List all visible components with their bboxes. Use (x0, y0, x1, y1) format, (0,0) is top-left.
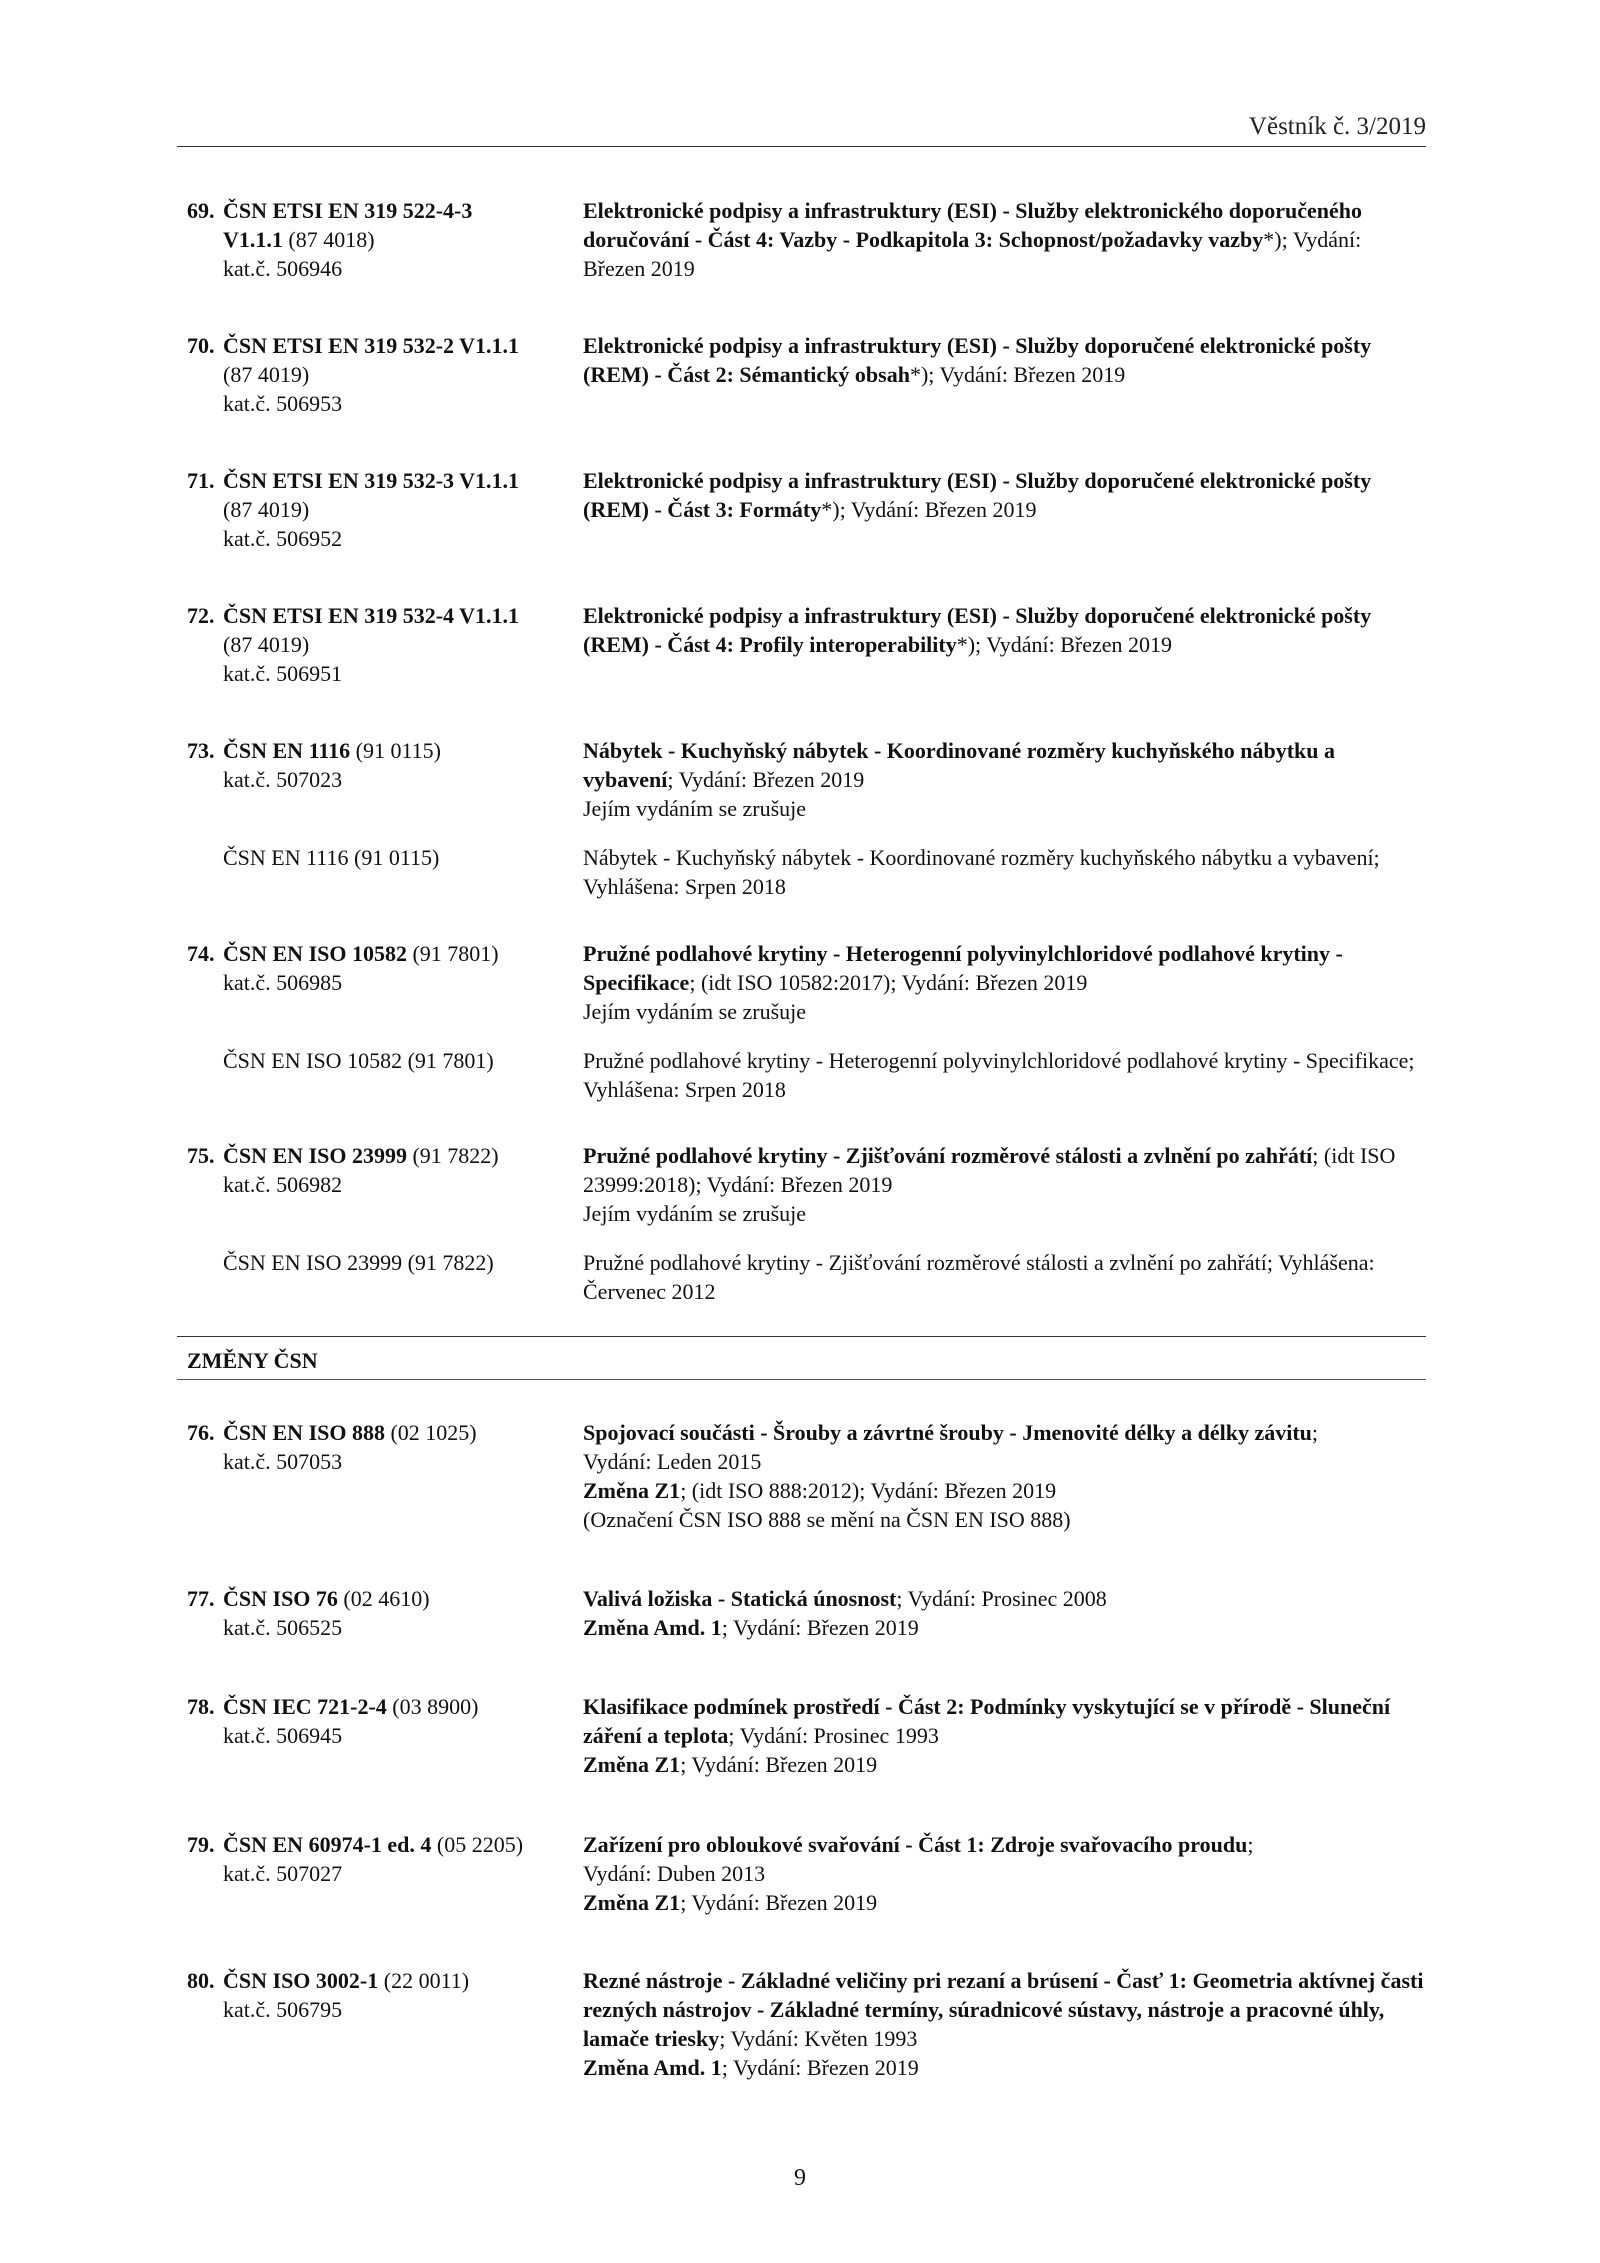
catalog-number: kat.č. 506525 (223, 1615, 343, 1640)
entry-number: 80. (187, 1968, 215, 1993)
entry-number: 73. (187, 738, 215, 763)
change-76 (187, 1418, 1426, 1534)
issue-date: Vydání: Duben 2013 (583, 1861, 766, 1886)
classification-code: (87 4019) (223, 497, 310, 522)
issue-info: ; (idt ISO 10582:2017); Vydání: Březen 2019 (689, 970, 1088, 995)
standard-code: ČSN EN 1116 (223, 738, 351, 763)
entry-number: 75. (187, 1143, 215, 1168)
standard-code: ČSN EN ISO 23999 (223, 1143, 407, 1168)
standard-title: Pružné podlahové krytiny - Heterogenní polyvinylchloridové podlahové krytiny - Specifikace (583, 941, 1343, 995)
catalog-number: kat.č. 506945 (223, 1723, 343, 1748)
classification-code: (03 8900) (392, 1694, 479, 1719)
standard-code: ČSN ETSI EN 319 532-3 V1.1.1 (223, 468, 520, 493)
issue-info: ; (idt ISO 23999:2018); Vydání: Březen 2019 (583, 1143, 1396, 1197)
issue-info: ; Vydání: Březen 2019 (667, 767, 865, 792)
standard-code: ČSN EN ISO 10582 (223, 941, 407, 966)
issue-info: ; Vydání: Květen 1993 (719, 2026, 918, 2051)
classification-code: (02 4610) (343, 1586, 430, 1611)
entry-number: 79. (187, 1832, 215, 1857)
standard-title: Elektronické podpisy a infrastruktury (ESI) - Služby doporučené elektronické pošty (REM) - Část 3: Formáty (583, 468, 1372, 522)
standard-title: Pružné podlahové krytiny - Zjišťování rozměrové stálosti a zvlnění po zahřátí (583, 1143, 1313, 1168)
entry-number: 76. (187, 1420, 215, 1445)
standard-code: ČSN EN ISO 888 (223, 1420, 385, 1445)
cancellation-note: Jejím vydáním se zrušuje (583, 1201, 807, 1226)
standard-code: ČSN ETSI EN 319 522-4-3 (223, 198, 473, 223)
catalog-number: kat.č. 507053 (223, 1449, 343, 1474)
standard-title: Elektronické podpisy a infrastruktury (ESI) - Služby elektronického doporučeného doručování - Část 4: Vazby - Podkapitola 3: Schopnost/požadavky vazby (583, 198, 1363, 252)
issue-info: ; (1247, 1832, 1254, 1857)
issue-date: Vydání: Leden 2015 (583, 1449, 762, 1474)
catalog-number: kat.č. 506795 (223, 1997, 343, 2022)
standard-code: ČSN ISO 76 (223, 1586, 338, 1611)
change-label: Změna Z1 (583, 1478, 681, 1503)
standard-code: ČSN ISO 3002-1 (223, 1968, 379, 1993)
change-label: Změna Z1 (583, 1890, 681, 1915)
section-rule-top (177, 1336, 1426, 1337)
entry-number: 72. (187, 603, 215, 628)
cancellation-note: Jejím vydáním se zrušuje (583, 999, 807, 1024)
standard-title: Elektronické podpisy a infrastruktury (ESI) - Služby doporučené elektronické pošty (REM) - Část 4: Profily interoperability (583, 603, 1372, 657)
section-title: ZMĚNY ČSN (187, 1348, 318, 1373)
section-rule-bottom (177, 1379, 1426, 1380)
entry-73 (187, 736, 1426, 901)
classification-code: (05 2205) (436, 1832, 524, 1857)
entry-number: 69. (187, 198, 215, 223)
standard-version: V1.1.1 (223, 227, 283, 252)
entry-74 (187, 939, 1426, 1104)
entry-75 (187, 1141, 1426, 1306)
issue-info: *); Vydání: Březen 2019 (821, 497, 1037, 522)
issue-info: *); Vydání: Březen 2019 (583, 227, 1362, 281)
issue-info: ; (1311, 1420, 1319, 1445)
classification-code: (91 7822) (412, 1143, 499, 1168)
cancellation-note: Jejím vydáním se zrušuje (583, 796, 807, 821)
designation-note: (Označení ČSN ISO 888 se mění na ČSN EN ISO 888) (583, 1507, 1071, 1532)
classification-code: (87 4019) (223, 632, 310, 657)
classification-code: (22 0011) (383, 1968, 470, 1993)
replaced-standard-title: Pružné podlahové krytiny - Heterogenní polyvinylchloridové podlahové krytiny - Specifikace; Vyhlášena: Srpen 2018 (583, 1048, 1415, 1102)
classification-code: (87 4019) (223, 362, 310, 387)
replaced-standard-code: ČSN EN ISO 10582 (91 7801) (223, 1048, 494, 1073)
standard-code: ČSN ETSI EN 319 532-4 V1.1.1 (223, 603, 520, 628)
replaced-standard-title: Nábytek - Kuchyňský nábytek - Koordinované rozměry kuchyňského nábytku a vybavení; Vyhlášena: Srpen 2018 (583, 845, 1380, 899)
catalog-number: kat.č. 506982 (223, 1172, 343, 1197)
entry-69 (187, 196, 1426, 283)
change-80 (187, 1966, 1426, 2082)
change-info: ; Vydání: Březen 2019 (721, 2055, 919, 2080)
entry-70 (187, 331, 1426, 418)
change-info: ; Vydání: Březen 2019 (680, 1752, 878, 1777)
change-label: Změna Amd. 1 (583, 1615, 722, 1640)
standard-title: Rezné nástroje - Základné veličiny pri rezaní a brúsení - Časť 1: Geometria aktívnej časti rezných nástrojov - Základné termíny, súradnicové sústavy, nástroje a pracovné úhly, lamače triesky (583, 1968, 1424, 2051)
catalog-number: kat.č. 506946 (223, 256, 343, 281)
replaced-standard-code: ČSN EN ISO 23999 (91 7822) (223, 1250, 494, 1275)
change-79 (187, 1830, 1426, 1917)
entry-number: 74. (187, 941, 215, 966)
entry-number: 71. (187, 468, 215, 493)
classification-code: (87 4018) (288, 227, 375, 252)
replaced-standard-title: Pružné podlahové krytiny - Zjišťování rozměrové stálosti a zvlnění po zahřátí; Vyhlášena: Červenec 2012 (583, 1250, 1375, 1304)
issue-info: ; Vydání: Prosinec 2008 (896, 1586, 1107, 1611)
header-title: Věstník č. 3/2019 (1248, 113, 1426, 140)
standard-title: Elektronické podpisy a infrastruktury (ESI) - Služby doporučené elektronické pošty (REM) - Část 2: Sémantický obsah (583, 333, 1372, 387)
issue-info: *); Vydání: Březen 2019 (956, 632, 1173, 657)
classification-code: (02 1025) (390, 1420, 477, 1445)
standard-title: Valivá ložiska - Statická únosnost (583, 1586, 897, 1611)
catalog-number: kat.č. 507023 (223, 767, 343, 792)
entry-number: 78. (187, 1694, 215, 1719)
entry-72 (187, 601, 1426, 688)
catalog-number: kat.č. 507027 (223, 1861, 343, 1886)
catalog-number: kat.č. 506985 (223, 970, 343, 995)
entry-71 (187, 466, 1426, 553)
change-77 (187, 1584, 1426, 1642)
change-label: Změna Amd. 1 (583, 2055, 722, 2080)
standard-title: Zařízení pro obloukové svařování - Část 1: Zdroje svařovacího proudu (583, 1832, 1248, 1857)
catalog-number: kat.č. 506952 (223, 526, 343, 551)
standard-code: ČSN EN 60974-1 ed. 4 (223, 1832, 432, 1857)
issue-info: *); Vydání: Březen 2019 (909, 362, 1126, 387)
classification-code: (91 0115) (355, 738, 441, 763)
standard-code: ČSN ETSI EN 319 532-2 V1.1.1 (223, 333, 520, 358)
catalog-number: kat.č. 506951 (223, 661, 343, 686)
entry-number: 70. (187, 333, 215, 358)
change-info: ; (idt ISO 888:2012); Vydání: Březen 2019 (680, 1478, 1057, 1503)
standard-title: Spojovací součásti - Šrouby a závrtné šrouby - Jmenovité délky a délky závitu (583, 1420, 1312, 1445)
catalog-number: kat.č. 506953 (223, 391, 343, 416)
standard-code: ČSN IEC 721-2-4 (223, 1694, 387, 1719)
standard-title: Nábytek - Kuchyňský nábytek - Koordinované rozměry kuchyňského nábytku a vybavení (583, 738, 1335, 792)
classification-code: (91 7801) (412, 941, 499, 966)
change-info: ; Vydání: Březen 2019 (721, 1615, 919, 1640)
change-label: Změna Z1 (583, 1752, 681, 1777)
page-number: 9 (794, 2165, 806, 2191)
entry-number: 77. (187, 1586, 215, 1611)
issue-info: ; Vydání: Prosinec 1993 (728, 1723, 939, 1748)
header-rule (177, 146, 1426, 147)
change-78 (187, 1692, 1426, 1779)
standard-title: Klasifikace podmínek prostředí - Část 2: Podmínky vyskytující se v přírodě - Sluneční záření a teplota (583, 1694, 1391, 1748)
replaced-standard-code: ČSN EN 1116 (91 0115) (223, 845, 440, 870)
change-info: ; Vydání: Březen 2019 (680, 1890, 878, 1915)
